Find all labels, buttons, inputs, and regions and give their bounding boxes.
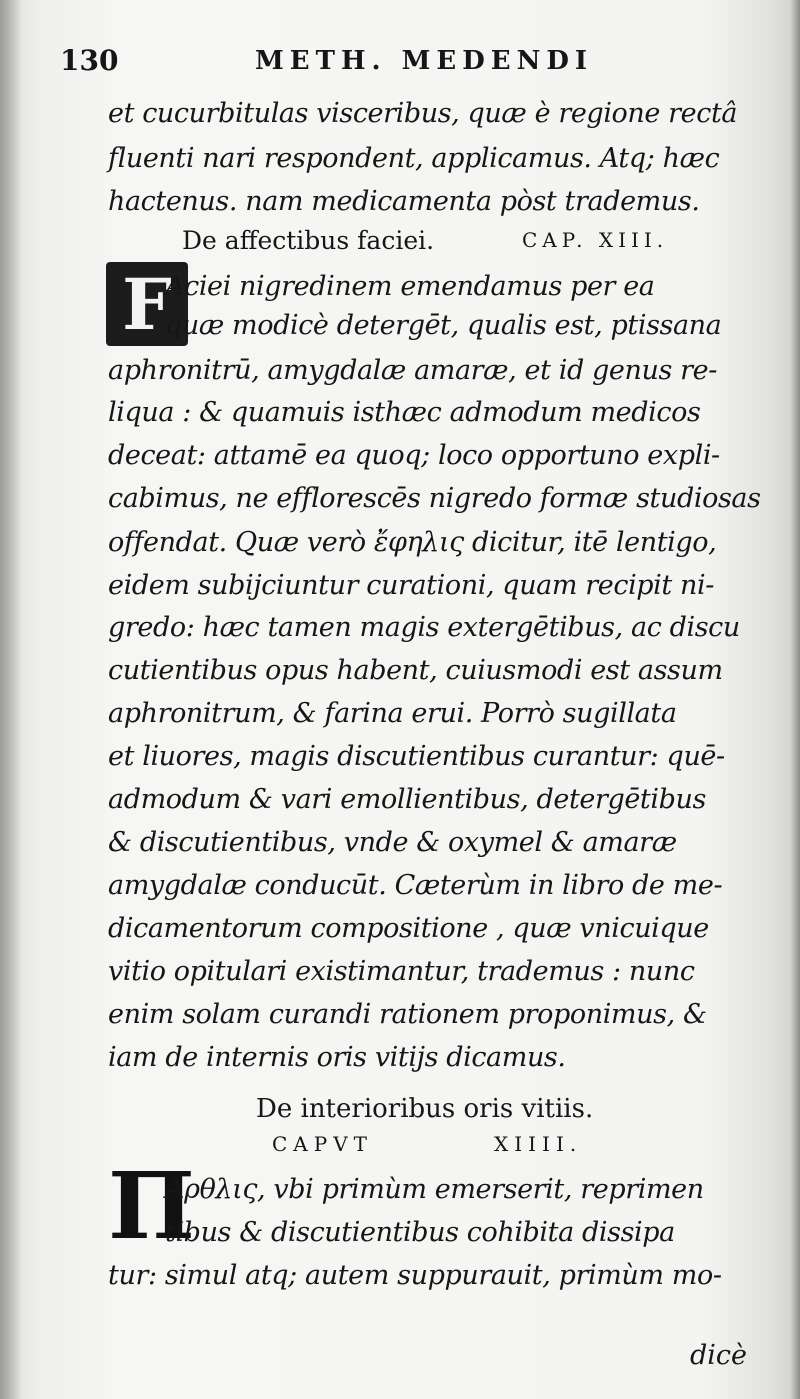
text-line: cutientibus opus habent, cuiusmodi est assum bbox=[108, 655, 723, 686]
text-line: et liuores, magis discutientibus curantur: quē- bbox=[108, 741, 725, 772]
text-line: quæ modicè detergēt, qualis est, ptissana bbox=[165, 310, 722, 341]
text-line: fluenti nari respondent, applicamus. Atq; hæc bbox=[108, 143, 720, 174]
chapter-number: CAP. XIII. bbox=[522, 228, 669, 252]
caput-label: CAPVT bbox=[272, 1132, 373, 1156]
text-line: aphronitrum, & farina erui. Porrò sugillata bbox=[108, 698, 677, 729]
text-line: liqua : & quamuis isthæc admodum medicos bbox=[108, 397, 701, 428]
text-line: Αρθλις, vbi primùm emerserit, reprimen bbox=[165, 1174, 704, 1205]
text-line: & discutientibus, vnde & oxymel & amaræ bbox=[108, 827, 677, 858]
drop-cap-initial: Π bbox=[108, 1152, 195, 1260]
text-line: eidem subijciuntur curationi, quam recipit ni- bbox=[108, 570, 715, 601]
text-line: cabimus, ne efflorescēs nigredo formæ studiosas bbox=[108, 483, 761, 514]
page-edge bbox=[790, 0, 800, 1399]
text-line: vitio opitulari existimantur, trademus : nunc bbox=[108, 956, 695, 987]
text-line: Aciei nigredinem emendamus per ea bbox=[165, 271, 655, 302]
text-line: iam de internis oris vitijs dicamus. bbox=[108, 1042, 566, 1073]
drop-cap-initial: F bbox=[106, 262, 188, 346]
text-line: amygdalæ conducūt. Cæterùm in libro de me- bbox=[108, 870, 723, 901]
text-line: et cucurbitulas visceribus, quæ è regione rectâ bbox=[108, 98, 738, 129]
text-line: aphronitrū, amygdalæ amaræ, et id genus re- bbox=[108, 355, 717, 386]
running-title: METH. MEDENDI bbox=[255, 46, 594, 76]
text-line: hactenus. nam medicamenta pòst trademus. bbox=[108, 186, 700, 217]
text-line: deceat: attamē ea quoq; loco opportuno expli- bbox=[108, 440, 720, 471]
text-line: tur: simul atq; autem suppurauit, primùm mo- bbox=[108, 1260, 722, 1291]
text-line: dicamentorum compositione , quæ vnicuique bbox=[108, 913, 709, 944]
gutter-shadow bbox=[0, 0, 22, 1399]
text-line: tibus & discutientibus cohibita dissipa bbox=[165, 1217, 675, 1248]
page-header bbox=[60, 40, 750, 80]
text-line: admodum & vari emollientibus, detergētibus bbox=[108, 784, 706, 815]
chapter-heading bbox=[182, 226, 752, 256]
text-line: offendat. Quæ verò ἔφηλις dicitur, itē lentigo, bbox=[108, 527, 717, 558]
text-line: gredo: hæc tamen magis extergētibus, ac discu bbox=[108, 612, 740, 643]
chapter-number bbox=[272, 1132, 632, 1156]
text-line: enim solam curandi rationem proponimus, & bbox=[108, 999, 707, 1030]
chapter-title: De interioribus oris vitiis. bbox=[256, 1094, 594, 1124]
page-number: 130 bbox=[60, 44, 119, 77]
chapter-title: De affectibus faciei. bbox=[182, 226, 435, 255]
catchword: dicè bbox=[690, 1340, 748, 1371]
caput-number: XIIII. bbox=[494, 1132, 583, 1156]
